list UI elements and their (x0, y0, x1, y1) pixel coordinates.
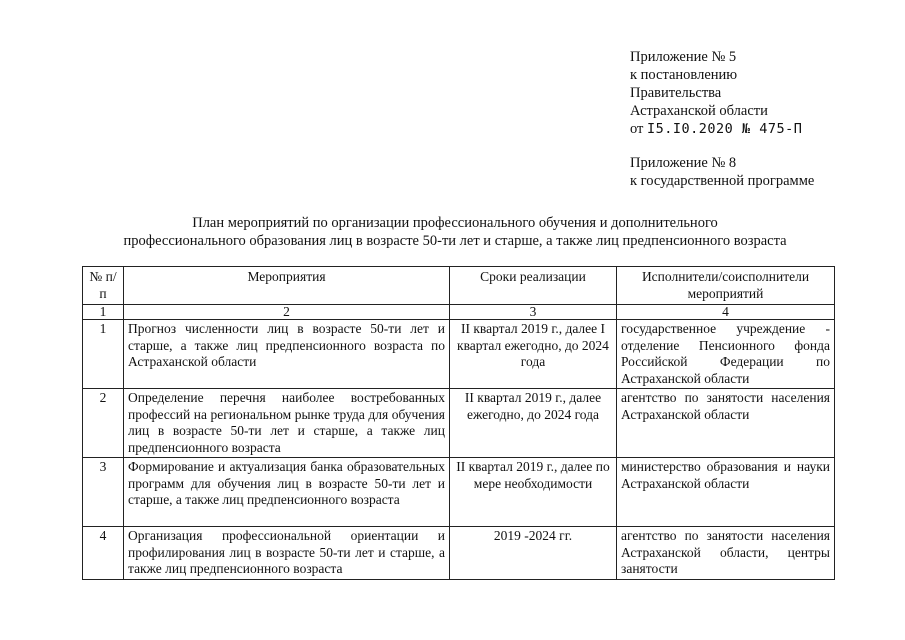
row-terms: II квартал 2019 г., далее I квартал ежегодно, до 2024 года (450, 320, 617, 389)
header-number: № п/п (83, 267, 124, 305)
row-activity: Определение перечня наиболее востребованных профессий на региональном рынке труда для обучения лиц в возрасте 50-ти лет и старше, а также лиц предпенсионного возраста (124, 389, 450, 458)
appendix-to-decree: к постановлению (630, 67, 738, 83)
table-row (83, 320, 835, 389)
row-number: 2 (83, 389, 124, 458)
row-executors: агентство по занятости населения Астраханской области (617, 389, 835, 458)
row-executors: агентство по занятости населения Астраханской области, центры занятости (617, 527, 835, 580)
program-appendix-number: Приложение № 8 (630, 155, 737, 171)
row-activity: Прогноз численности лиц в возрасте 50-ти лет и старше, а также лиц предпенсионного возраста по Астраханской области (124, 320, 450, 389)
column-index: 1 (83, 305, 124, 320)
appendix-program-block (630, 154, 814, 190)
appendix-date-value: I5.I0.2020 № 475-П (647, 121, 803, 137)
program-appendix-reference: к государственной программе (630, 173, 815, 189)
table-row (83, 527, 835, 580)
row-terms: 2019 -2024 гг. (450, 527, 617, 580)
row-activity: Формирование и актуализация банка образовательных программ для обучения лиц в возрасте 50-ти лет и старше, а также лиц предпенсионного возраста (124, 458, 450, 527)
row-terms: II квартал 2019 г., далее ежегодно, до 2024 года (450, 389, 617, 458)
row-number: 3 (83, 458, 124, 527)
row-activity: Организация профессиональной ориентации и профилирования лиц в возрасте 50-ти лет и старше, а также лиц предпенсионного возраста (124, 527, 450, 580)
appendix-date-line (630, 120, 802, 138)
table-row (83, 458, 835, 527)
column-index: 3 (450, 305, 617, 320)
table-row (83, 389, 835, 458)
header-activity: Мероприятия (124, 267, 450, 305)
row-terms: II квартал 2019 г., далее по мере необходимости (450, 458, 617, 527)
header-terms: Сроки реализации (450, 267, 617, 305)
column-index: 4 (617, 305, 835, 320)
activities-table (82, 266, 835, 580)
appendix-region: Астраханской области (630, 103, 768, 119)
row-executors: государственное учреждение - отделение Пенсионного фонда Российской Федерации по Астраханской области (617, 320, 835, 389)
document-title-line-2: профессионального образования лиц в возрасте 50-ти лет и старше, а также лиц предпенсионного возраста (123, 233, 787, 249)
appendix-government: Правительства (630, 85, 722, 101)
appendix-main-block (630, 48, 802, 138)
row-number: 4 (83, 527, 124, 580)
column-index: 2 (124, 305, 450, 320)
table-header-row (83, 267, 835, 305)
appendix-date-prefix: от (630, 121, 644, 137)
appendix-number: Приложение № 5 (630, 49, 737, 65)
column-index-row (83, 305, 835, 320)
row-number: 1 (83, 320, 124, 389)
header-executors: Исполнители/соисполнители мероприятий (617, 267, 835, 305)
document-title (60, 214, 850, 250)
row-executors: министерство образования и науки Астраханской области (617, 458, 835, 527)
document-title-line-1: План мероприятий по организации профессионального обучения и дополнительного (192, 215, 718, 231)
